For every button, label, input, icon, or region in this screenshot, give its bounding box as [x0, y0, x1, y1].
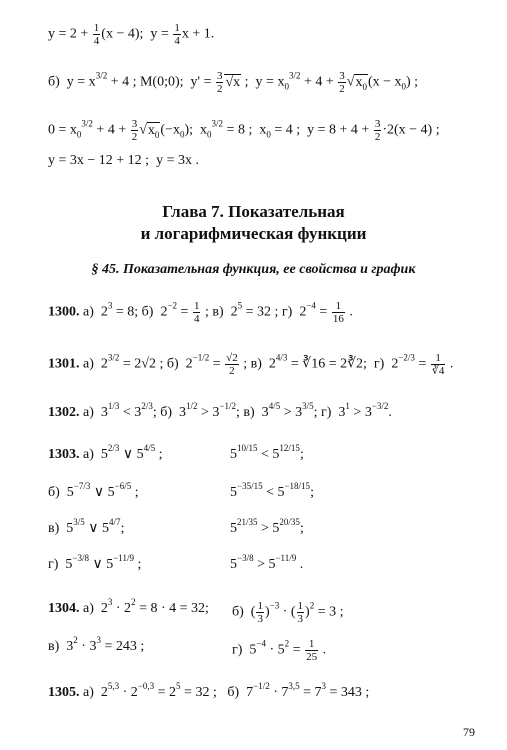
problem-1304-d: г) $5^{-4} \cdot 5^2$ = $\frac{1}{25}$ .	[232, 638, 327, 663]
problem-1301: 1301. а) $2^{3/2} = 2√2$ ; б) $2^{-1/2}$ = $\frac{√2}{2}$ ; в) $2^{4/3}$ = ∛16 = 2∛2; г) $2^{-2/3}$ = $\frac{1}{∛4}$ .	[48, 352, 454, 377]
problem-1303-d: г) $5^{-3/8}$ ∨ $5^{-11/9}$ ;	[48, 553, 142, 572]
problem-number: 1302.	[48, 405, 80, 420]
problem-1302: 1302. а) $3^{1/3} < 3^{2/3}$; б) $3^{1/2} > 3^{-1/2}$; в) $3^{4/5} > 3^{3/5}$; г) $3^1 > 3^{-3/2}$.	[48, 401, 392, 420]
problem-1303-d-answer: $5^{-3/8} > 5^{-11/9}$ .	[230, 553, 304, 572]
problem-1304-c: в) $3^2 \cdot 3^3 = 243$ ;	[48, 635, 145, 654]
problem-number: 1300.	[48, 304, 80, 320]
problem-1303-a: 1303. а) $5^{2/3}$ ∨ $5^{4/5}$ ;	[48, 443, 163, 462]
problem-1303-c: в) $5^{3/5}$ ∨ $5^{4/7}$;	[48, 517, 125, 536]
problem-number: 1305.	[48, 685, 80, 700]
problem-number: 1304.	[48, 601, 80, 616]
solution-line-1: y = 2 + $\frac{1}{4}$ (x − 4); y = $\frac{1}{4}$ x + 1.	[48, 22, 215, 47]
chapter-title-line-1: Глава 7. Показательная	[162, 202, 345, 221]
solution-line-4: y = 3x − 12 + 12 ; y = 3x .	[48, 153, 199, 168]
problem-1305: 1305. а) $2^{5,3} \cdot 2^{-0,3} = 2^5 = 32$ ; б) $7^{-1/2} \cdot 7^{3,5} = 7^3 = 343$ ;	[48, 681, 370, 700]
problem-1304-a: 1304. а) $2^3 \cdot 2^2 = 8 \cdot 4 = 32$;	[48, 597, 209, 616]
problem-1304-b: б) ( $\frac{1}{3}$ )$^{-3}$ · ( $\frac{1}{3}$ )$^2$ = 3 ;	[232, 600, 344, 625]
solution-line-3: $0 = x_0^{3/2} + 4$ + $\frac{3}{2}$ $√x_0(-x_0)$; $x_0^{3/2} = 8$ ; $x_0 = 4$ ; y = 8 + 4 + $\frac{3}{2}$ ·2(x − 4) ;	[48, 118, 440, 143]
problem-1303-b-answer: $5^{-35/15} < 5^{-18/15}$;	[230, 481, 314, 500]
problem-1300: 1300. а) $2^3 = 8$; б) $2^{-2}$ = $\frac{1}{4}$ ; в) $2^5 = 32$ ; г) $2^{-4}$ = $\frac{1}{16}$ .	[48, 300, 353, 325]
problem-1303-b: б) $5^{-7/3}$ ∨ $5^{-6/5}$ ;	[48, 481, 139, 500]
section-title: § 45. Показательная функция, ее свойства и график	[91, 262, 416, 277]
page-number: 79	[463, 725, 475, 739]
chapter-title-line-2: и логарифмическая функции	[140, 224, 367, 243]
solution-line-2: б) $y = x^{3/2} + 4$ ; M(0;0); y' = $\frac{3}{2}$ √x ; $y = x_0^{3/2} + 4$ + $\frac{3}{2}$ $√x_0(x - x_0)$ ;	[48, 70, 419, 95]
problem-1303-c-answer: $5^{21/35} > 5^{20/35}$;	[230, 517, 304, 536]
problem-1303-a-answer: $5^{10/15} < 5^{12/15}$;	[230, 443, 304, 462]
problem-number: 1303.	[48, 447, 80, 462]
problem-number: 1301.	[48, 356, 80, 372]
